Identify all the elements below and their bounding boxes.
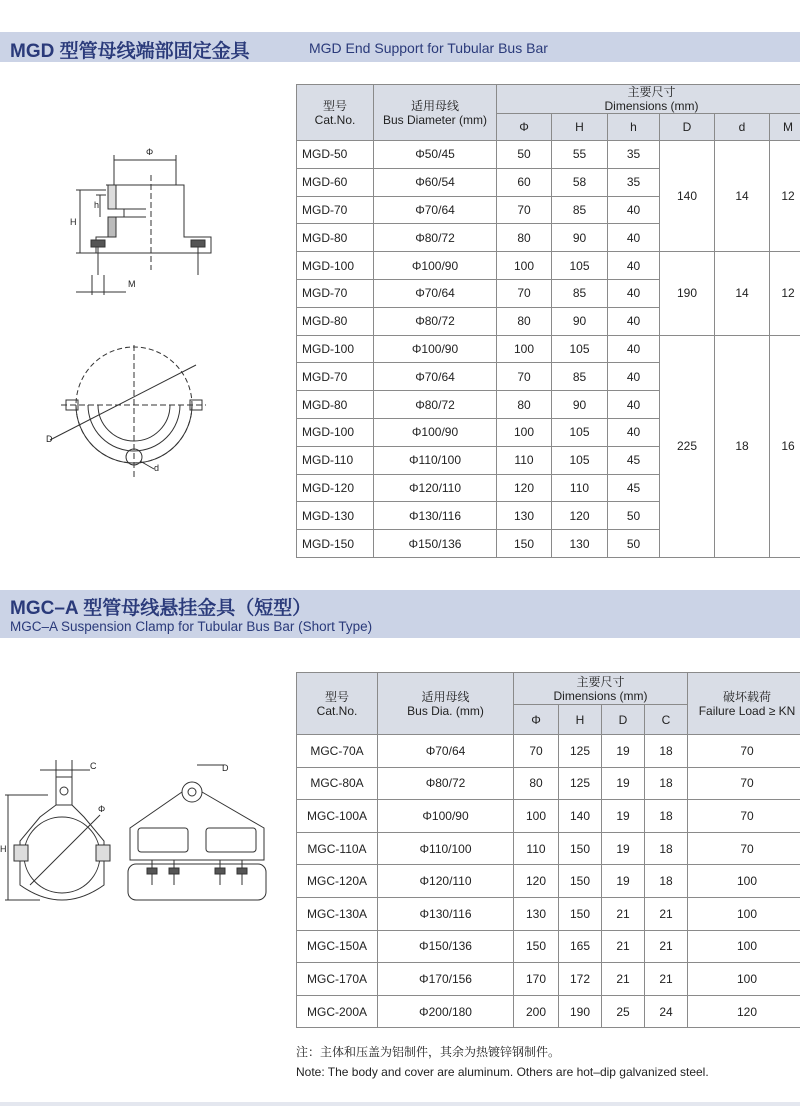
cell-C: 21	[645, 897, 688, 930]
cell-H: 85	[552, 363, 608, 391]
cell-D-group: 225	[660, 335, 715, 557]
cell-H: 90	[552, 224, 608, 252]
C-dimension-label: C	[90, 761, 97, 771]
cell-D: 19	[602, 735, 645, 768]
cell-phi: 150	[497, 530, 552, 558]
cell-phi: 170	[514, 963, 559, 996]
cell-cat: MGC-70A	[297, 735, 378, 768]
cell-cat: MGD-130	[297, 502, 374, 530]
cell-bus: Φ130/116	[378, 897, 514, 930]
cell-bus: Φ80/72	[374, 224, 497, 252]
cell-load: 70	[688, 800, 800, 833]
cell-H: 58	[552, 168, 608, 196]
cell-phi: 100	[497, 418, 552, 446]
cell-load: 120	[688, 995, 800, 1028]
cell-h: 40	[608, 335, 660, 363]
cell-bus: Φ70/64	[378, 735, 514, 768]
cell-cat: MGD-70	[297, 196, 374, 224]
cell-D: 21	[602, 963, 645, 996]
cell-D: 19	[602, 832, 645, 865]
cell-load: 100	[688, 930, 800, 963]
table-row	[297, 832, 800, 865]
cell-h: 40	[608, 224, 660, 252]
cell-bus: Φ80/72	[374, 391, 497, 419]
phi-dimension-label: Φ	[98, 804, 106, 814]
cell-bus: Φ70/64	[374, 363, 497, 391]
cell-phi: 110	[514, 832, 559, 865]
header-dimensions: 主要尺寸 Dimensions (mm)	[497, 85, 800, 114]
mgd-spec-table	[296, 84, 800, 558]
header-cat-no: 型号 Cat.No.	[297, 85, 374, 141]
cell-bus: Φ70/64	[374, 279, 497, 307]
section2-title-cn: MGC–A 型管母线悬挂金具（短型）	[10, 598, 312, 619]
cell-cat: MGC-150A	[297, 930, 378, 963]
cell-d-group: 14	[715, 141, 770, 252]
note-cn: 注：主体和压盖为铝制件，其余为热镀锌钢制件。	[296, 1045, 561, 1059]
cell-bus: Φ100/90	[374, 335, 497, 363]
cell-C: 24	[645, 995, 688, 1028]
cell-cat: MGC-120A	[297, 865, 378, 898]
cell-H: 105	[552, 446, 608, 474]
cell-bus: Φ150/136	[374, 530, 497, 558]
cell-phi: 150	[514, 930, 559, 963]
cell-D: 25	[602, 995, 645, 1028]
cell-phi: 100	[514, 800, 559, 833]
cell-bus: Φ130/116	[374, 502, 497, 530]
section1-title-en: MGD End Support for Tubular Bus Bar	[309, 40, 548, 56]
cell-phi: 50	[497, 141, 552, 169]
cell-phi: 70	[497, 363, 552, 391]
cell-cat: MGD-80	[297, 307, 374, 335]
cell-bus: Φ60/54	[374, 168, 497, 196]
cell-phi: 60	[497, 168, 552, 196]
mgca-side-view-drawing	[122, 760, 272, 910]
cell-cat: MGD-80	[297, 224, 374, 252]
header-cat-no: 型号 Cat.No.	[297, 673, 378, 735]
cell-phi: 200	[514, 995, 559, 1028]
cell-H: 120	[552, 502, 608, 530]
cell-cat: MGD-100	[297, 335, 374, 363]
cell-cat: MGD-100	[297, 252, 374, 280]
subheader-M: M	[770, 114, 800, 141]
cell-D: 19	[602, 865, 645, 898]
table-row	[297, 735, 800, 768]
mgd-side-view-drawing	[36, 135, 226, 300]
subheader-h: h	[608, 114, 660, 141]
cell-M-group: 12	[770, 141, 800, 252]
table-row	[297, 800, 800, 833]
table-row	[297, 252, 800, 280]
subheader-phi: Φ	[514, 705, 559, 735]
table-row	[297, 995, 800, 1028]
table-row	[297, 141, 800, 169]
cell-cat: MGC-100A	[297, 800, 378, 833]
cell-h: 40	[608, 279, 660, 307]
cell-phi: 70	[497, 279, 552, 307]
cell-phi: 120	[497, 474, 552, 502]
subheader-H: H	[559, 705, 602, 735]
cell-H: 105	[552, 335, 608, 363]
cell-load: 100	[688, 865, 800, 898]
cell-H: 172	[559, 963, 602, 996]
cell-H: 110	[552, 474, 608, 502]
cell-bus: Φ100/90	[378, 800, 514, 833]
cell-D: 21	[602, 897, 645, 930]
notes	[296, 1042, 709, 1082]
header-bus-dia: 适用母线 Bus Dia. (mm)	[378, 673, 514, 735]
cell-h: 40	[608, 391, 660, 419]
cell-C: 18	[645, 865, 688, 898]
cell-D: 19	[602, 767, 645, 800]
cell-H: 125	[559, 767, 602, 800]
subheader-phi: Φ	[497, 114, 552, 141]
cell-H: 55	[552, 141, 608, 169]
cell-C: 18	[645, 800, 688, 833]
subheader-H: H	[552, 114, 608, 141]
cell-phi: 110	[497, 446, 552, 474]
cell-H: 105	[552, 418, 608, 446]
cell-phi: 80	[514, 767, 559, 800]
cell-D: 19	[602, 800, 645, 833]
cell-d-group: 14	[715, 252, 770, 335]
header-bus-diameter: 适用母线 Bus Diameter (mm)	[374, 85, 497, 141]
cell-h: 35	[608, 168, 660, 196]
cell-cat: MGD-120	[297, 474, 374, 502]
cell-C: 18	[645, 767, 688, 800]
phi-dimension-label: Φ	[146, 147, 154, 157]
cell-phi: 80	[497, 391, 552, 419]
cell-H: 125	[559, 735, 602, 768]
cell-cat: MGD-150	[297, 530, 374, 558]
section1-title-band	[0, 32, 800, 62]
cell-bus: Φ100/90	[374, 252, 497, 280]
cell-h: 40	[608, 196, 660, 224]
cell-phi: 130	[497, 502, 552, 530]
cell-H: 150	[559, 865, 602, 898]
cell-phi: 70	[497, 196, 552, 224]
cell-H: 150	[559, 897, 602, 930]
cell-H: 150	[559, 832, 602, 865]
table-row	[297, 897, 800, 930]
M-dimension-label: M	[128, 279, 136, 289]
cell-bus: Φ70/64	[374, 196, 497, 224]
D-dimension-label: D	[222, 763, 229, 773]
cell-H: 130	[552, 530, 608, 558]
cell-load: 70	[688, 735, 800, 768]
cell-h: 50	[608, 502, 660, 530]
cell-bus: Φ110/100	[374, 446, 497, 474]
cell-cat: MGC-170A	[297, 963, 378, 996]
cell-phi: 100	[497, 335, 552, 363]
cell-C: 21	[645, 963, 688, 996]
section1-title-cn: MGD 型管母线端部固定金具	[10, 41, 250, 62]
cell-phi: 80	[497, 224, 552, 252]
cell-H: 90	[552, 307, 608, 335]
cell-bus: Φ50/45	[374, 141, 497, 169]
cell-phi: 70	[514, 735, 559, 768]
cell-cat: MGD-100	[297, 418, 374, 446]
cell-D-group: 140	[660, 141, 715, 252]
subheader-D: D	[602, 705, 645, 735]
cell-bus: Φ80/72	[378, 767, 514, 800]
table-row	[297, 335, 800, 363]
cell-cat: MGC-130A	[297, 897, 378, 930]
cell-bus: Φ200/180	[378, 995, 514, 1028]
table-row	[297, 963, 800, 996]
subheader-D: D	[660, 114, 715, 141]
cell-bus: Φ80/72	[374, 307, 497, 335]
H-dimension-label: H	[70, 217, 77, 227]
cell-h: 50	[608, 530, 660, 558]
table-row	[297, 930, 800, 963]
cell-bus: Φ100/90	[374, 418, 497, 446]
cell-bus: Φ150/136	[378, 930, 514, 963]
cell-H: 140	[559, 800, 602, 833]
cell-load: 100	[688, 897, 800, 930]
cell-h: 35	[608, 141, 660, 169]
cell-D: 21	[602, 930, 645, 963]
cell-C: 21	[645, 930, 688, 963]
cell-load: 100	[688, 963, 800, 996]
cell-C: 18	[645, 832, 688, 865]
cell-H: 190	[559, 995, 602, 1028]
cell-M-group: 12	[770, 252, 800, 335]
cell-cat: MGD-60	[297, 168, 374, 196]
cell-h: 40	[608, 418, 660, 446]
section2-title-en: MGC–A Suspension Clamp for Tubular Bus Bar (Short Type)	[10, 619, 373, 634]
cell-H: 85	[552, 279, 608, 307]
cell-phi: 120	[514, 865, 559, 898]
cell-h: 40	[608, 363, 660, 391]
mgd-spec-table-body	[297, 85, 800, 558]
mgca-front-view-drawing	[0, 755, 125, 910]
cell-phi: 80	[497, 307, 552, 335]
cell-h: 40	[608, 252, 660, 280]
mgca-spec-table-body	[297, 673, 800, 1028]
H-dimension-label: H	[0, 844, 7, 854]
cell-H: 90	[552, 391, 608, 419]
subheader-d: d	[715, 114, 770, 141]
cell-H: 165	[559, 930, 602, 963]
cell-cat: MGD-70	[297, 279, 374, 307]
cell-D-group: 190	[660, 252, 715, 335]
subheader-C: C	[645, 705, 688, 735]
section2-title-band	[0, 590, 800, 638]
header-dimensions: 主要尺寸 Dimensions (mm)	[514, 673, 688, 705]
D-dimension-label: D	[46, 434, 53, 444]
cell-phi: 100	[497, 252, 552, 280]
cell-H: 105	[552, 252, 608, 280]
cell-load: 70	[688, 832, 800, 865]
header-failure-load: 破坏载荷 Failure Load ≥ KN	[688, 673, 800, 735]
cell-load: 70	[688, 767, 800, 800]
cell-H: 85	[552, 196, 608, 224]
h-dimension-label: h	[94, 200, 100, 210]
cell-h: 45	[608, 474, 660, 502]
cell-cat: MGC-200A	[297, 995, 378, 1028]
cell-d-group: 18	[715, 335, 770, 557]
table-row	[297, 865, 800, 898]
mgca-spec-table	[296, 672, 800, 1028]
d-dimension-label: d	[154, 463, 160, 473]
cell-cat: MGC-80A	[297, 767, 378, 800]
cell-cat: MGC-110A	[297, 832, 378, 865]
cell-bus: Φ170/156	[378, 963, 514, 996]
table-row	[297, 767, 800, 800]
cell-bus: Φ110/100	[378, 832, 514, 865]
cell-cat: MGD-50	[297, 141, 374, 169]
cell-M-group: 16	[770, 335, 800, 557]
note-en: Note: The body and cover are aluminum. Others are hot–dip galvanized steel.	[296, 1065, 709, 1079]
cell-bus: Φ120/110	[374, 474, 497, 502]
bottom-divider	[0, 1102, 800, 1106]
cell-cat: MGD-110	[297, 446, 374, 474]
cell-phi: 130	[514, 897, 559, 930]
cell-h: 45	[608, 446, 660, 474]
cell-cat: MGD-80	[297, 391, 374, 419]
mgd-front-view-drawing	[36, 345, 226, 480]
cell-cat: MGD-70	[297, 363, 374, 391]
cell-h: 40	[608, 307, 660, 335]
cell-C: 18	[645, 735, 688, 768]
cell-bus: Φ120/110	[378, 865, 514, 898]
